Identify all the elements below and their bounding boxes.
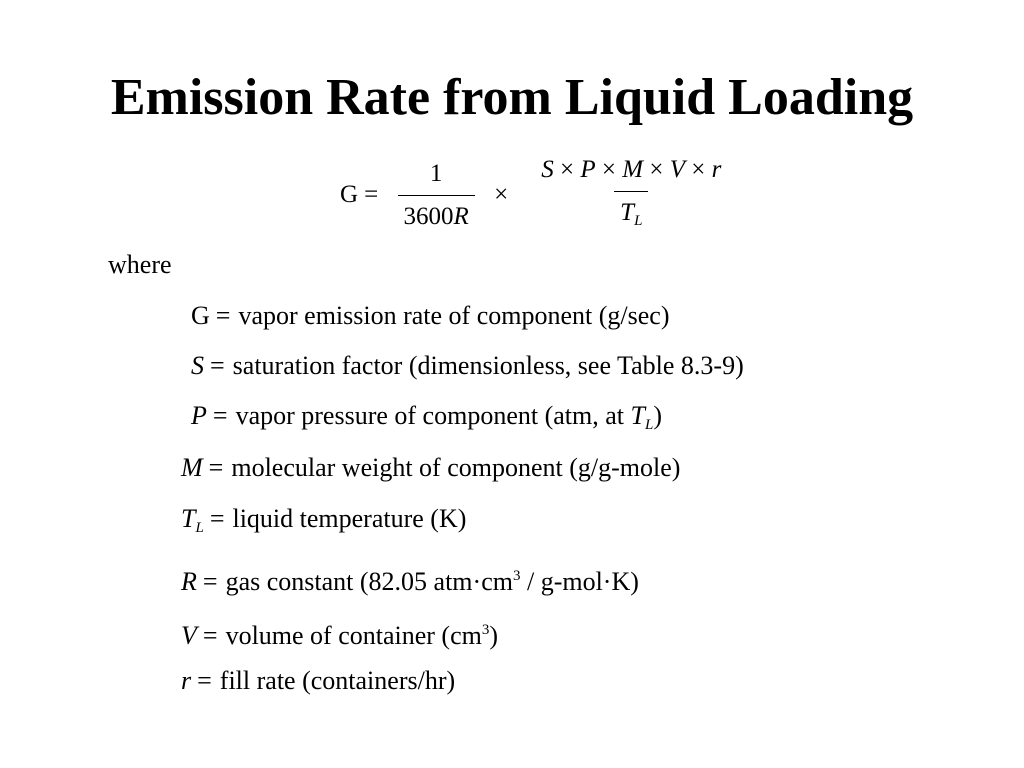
times-3: × bbox=[649, 155, 664, 183]
definition-equals: = bbox=[210, 351, 225, 380]
definition-text: fill rate (containers/hr) bbox=[219, 666, 456, 695]
definition-r bbox=[181, 560, 639, 598]
definition-text-close: ) bbox=[653, 401, 662, 430]
var-r-lower: r bbox=[711, 155, 722, 183]
formula-times: × bbox=[494, 181, 509, 208]
definition-v bbox=[181, 614, 498, 652]
definition-text: liquid temperature (K) bbox=[232, 504, 467, 533]
slash-operator: / bbox=[520, 567, 541, 596]
definition-text-close: ) bbox=[489, 621, 499, 650]
definition-text: molecular weight of component (g/g-mole) bbox=[231, 453, 681, 482]
definition-text-unit: g-mol bbox=[540, 567, 603, 596]
definition-symbol: P bbox=[191, 401, 207, 430]
dot-operator: · bbox=[602, 567, 612, 596]
var-p: P bbox=[580, 155, 596, 183]
definition-equals: = bbox=[208, 453, 224, 482]
var-t-subscript: L bbox=[634, 212, 643, 229]
times-1: × bbox=[560, 155, 575, 183]
definition-text: saturation factor (dimensionless, see Table 8.3-9) bbox=[232, 351, 744, 380]
definition-equals: = bbox=[202, 621, 218, 650]
var-m: M bbox=[622, 155, 644, 183]
definition-p bbox=[191, 400, 662, 441]
formula-equals: = bbox=[364, 181, 379, 208]
definition-symbol-subscript: L bbox=[195, 520, 204, 536]
definition-text: gas constant (82.05 atm bbox=[225, 567, 473, 596]
definition-equals: = bbox=[209, 504, 225, 533]
definition-symbol: V bbox=[181, 621, 197, 650]
dot-operator: · bbox=[472, 567, 482, 596]
definition-s bbox=[191, 350, 744, 382]
times-2: × bbox=[601, 155, 616, 183]
definition-equals: = bbox=[215, 301, 231, 330]
fraction-variables-denominator bbox=[614, 191, 648, 234]
definition-equals: = bbox=[197, 666, 212, 695]
emission-rate-formula bbox=[340, 150, 748, 240]
var-v: V bbox=[669, 155, 685, 183]
var-t: T bbox=[620, 198, 635, 226]
definition-text: vapor pressure of component (atm, at bbox=[235, 401, 631, 430]
definition-text-unit: cm bbox=[481, 567, 513, 596]
denominator-number: 3600 bbox=[403, 202, 454, 230]
definition-g bbox=[191, 300, 669, 332]
definition-symbol: r bbox=[181, 666, 192, 695]
definition-symbol: T bbox=[181, 504, 196, 533]
definition-equals: = bbox=[212, 401, 228, 430]
definition-symbol: R bbox=[181, 567, 197, 596]
inline-var-t-subscript: L bbox=[644, 417, 654, 433]
formula-lhs: G bbox=[340, 181, 359, 208]
definition-m bbox=[181, 452, 680, 484]
fraction-constant-numerator: 1 bbox=[429, 159, 443, 187]
definition-text-unit: K) bbox=[611, 567, 639, 596]
fraction-constant bbox=[388, 161, 484, 230]
definition-text: vapor emission rate of component (g/sec) bbox=[238, 301, 670, 330]
superscript-3: 3 bbox=[481, 622, 490, 638]
fraction-variables bbox=[518, 157, 744, 234]
definition-r-lower bbox=[181, 665, 455, 697]
definition-text: volume of container (cm bbox=[225, 621, 482, 650]
definition-equals: = bbox=[202, 567, 218, 596]
superscript-3: 3 bbox=[512, 568, 521, 584]
slide-title: Emission Rate from Liquid Loading bbox=[110, 69, 914, 126]
inline-var-t: T bbox=[630, 401, 645, 430]
fraction-variables-numerator bbox=[535, 157, 727, 191]
denominator-variable-r: R bbox=[453, 202, 469, 230]
where-label: where bbox=[108, 250, 172, 279]
fraction-constant-denominator bbox=[398, 195, 475, 230]
definition-symbol: M bbox=[181, 453, 203, 482]
times-4: × bbox=[691, 155, 706, 183]
definition-symbol: S bbox=[191, 351, 204, 380]
definition-symbol: G bbox=[191, 301, 210, 330]
definition-tl bbox=[181, 503, 466, 544]
var-s: S bbox=[541, 155, 554, 183]
